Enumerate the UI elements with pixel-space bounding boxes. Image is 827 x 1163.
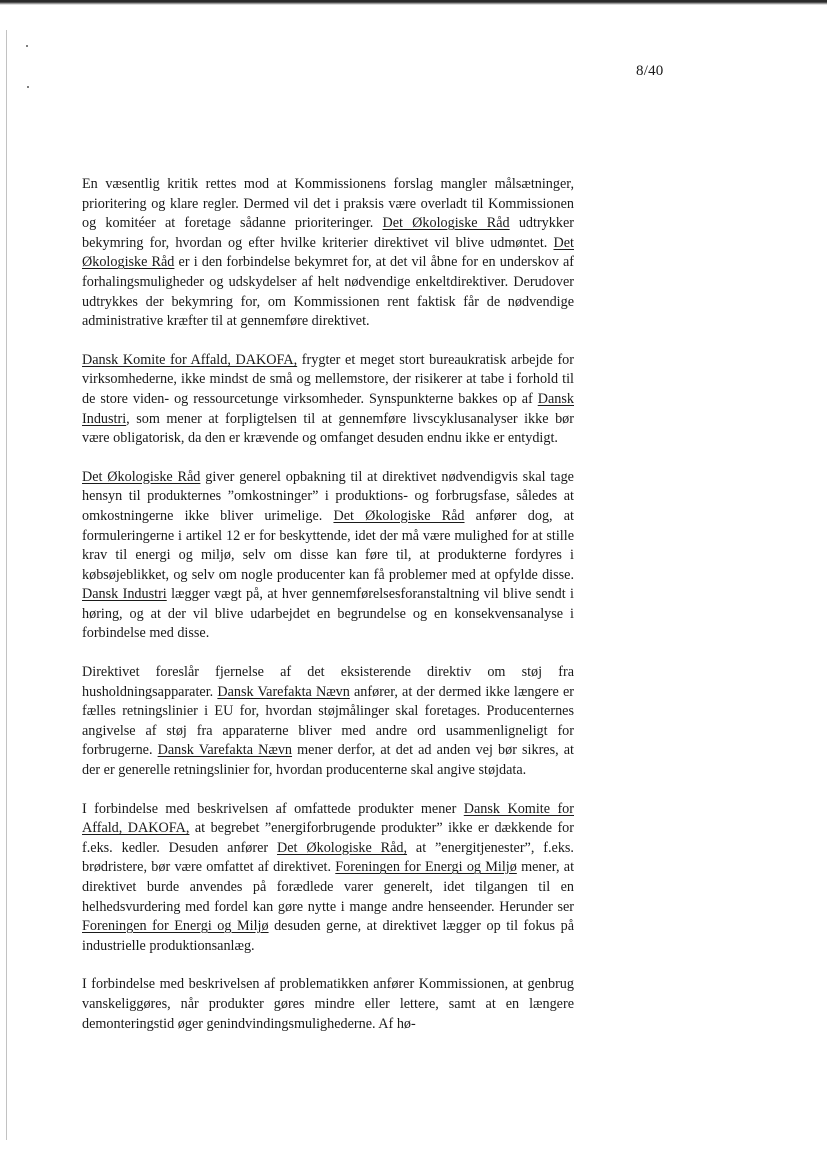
paragraph <box>82 351 574 449</box>
paragraph-text: Direktivet foreslår fjernelse af det eksisterende direktiv om støj fra husholdningsapparater. <box>82 664 574 700</box>
document-body <box>82 175 574 1053</box>
organization-reference: Det Økologiske Råd <box>382 215 510 232</box>
organization-reference: Det Økologiske Råd, <box>277 839 408 856</box>
organization-reference: Dansk Industri <box>82 390 574 427</box>
paragraph-text: , som mener at forpligtelsen til at gennemføre livscyklusanalyser ikke bør være obligatorisk, da den er krævende og omfanget desuden endnu ikke er entydigt. <box>82 410 574 447</box>
scan-left-edge <box>6 30 7 1140</box>
paragraph <box>82 975 574 1034</box>
organization-reference: Dansk Industri <box>82 586 167 603</box>
organization-reference: Foreningen for Energi og Miljø <box>335 859 517 876</box>
organization-reference: Dansk Komite for Affald, DAKOFA, <box>82 351 298 368</box>
paragraph-text: er i den forbindelse bekymret for, at det vil åbne for en underskov af forhalingsmuligheder og udskydelser af helt nødvendige enkeltdirektiver. Derudover udtrykkes der bekymring for, om Kommissionen rent faktisk får de nødvendige administrative kræfter til at gennemføre direktivet. <box>82 254 574 330</box>
paragraph-text: giver generel opbakning til at direktivet nødvendigvis skal tage hensyn til produkternes ”omkostninger” i produktions- og forbrugsfase, således at omkostningerne ikke bliver urimelige. <box>82 468 574 524</box>
organization-reference: Det Økologiske Råd <box>82 468 201 485</box>
scan-speck <box>26 45 28 47</box>
paragraph-text: at begrebet ”energiforbrugende produkter” ikke er dækkende for f.eks. kedler. Desuden anfører <box>82 820 574 856</box>
paragraph <box>82 468 574 644</box>
paragraph <box>82 663 574 781</box>
paragraph-text: mener derfor, at det ad anden vej bør sikres, at der er generelle retningslinier for, hvordan producenterne skal angive støjdata. <box>82 742 574 779</box>
paragraph-text: udtrykker bekymring for, hvordan og efter hvilke kriterier direktivet vil blive udmøntet. <box>82 215 574 251</box>
organization-reference: Foreningen for Energi og Miljø <box>82 918 269 935</box>
paragraph-text: desuden gerne, at direktivet lægger op til fokus på industrielle produktionsanlæg. <box>82 918 574 954</box>
paragraph-text: at ”energitjenester”, f.eks. brødristere, bør være omfattet af direktivet. <box>82 839 574 876</box>
organization-reference: Dansk Varefakta Nævn <box>217 683 350 700</box>
paragraph <box>82 175 574 332</box>
paragraph <box>82 800 574 957</box>
organization-reference: Dansk Komite for Affald, DAKOFA, <box>82 800 574 837</box>
organization-reference: Dansk Varefakta Nævn <box>157 742 293 759</box>
paragraph-text: I forbindelse med beskrivelsen af problematikken anfører Kommissionen, at genbrug vanskeliggøres, når produkter gøres mindre eller lettere, samt at en længere demonteringstid øger genindvindingsmulighederne. Af hø- <box>82 976 574 1032</box>
organization-reference: Det Økologiske Råd <box>333 507 465 524</box>
paragraph-text: anfører dog, at formuleringerne i artikel 12 er for beskyttende, idet der må være mulighed for at stille krav til energi og miljø, selv om disse kan føre til, at produkterne fordyres i købsøjeblikket, og selv om nogle producenter kan få problemer med at opfylde disse. <box>82 507 574 583</box>
paragraph-text: I forbindelse med beskrivelsen af omfattede produkter mener <box>82 800 464 817</box>
paragraph-text: anfører, at der dermed ikke længere er fælles retningslinier i EU for, hvordan støjmålinger skal foretages. Producenternes angivelse af støj fra apparaterne bliver med andre ord usammenligneligt for forbrugerne. <box>82 683 574 759</box>
page-number: 8/40 <box>636 63 664 79</box>
paragraph-text: frygter et meget stort bureaukratisk arbejde for virksomhederne, ikke mindst de små og mellemstore, der risikerer at tabe i forhold til de store viden- og ressourcetunge virksomheder. Synspunkterne bakkes op af <box>82 351 574 407</box>
organization-reference: Det Økologiske Råd <box>82 234 574 271</box>
paragraph-text: En væsentlig kritik rettes mod at Kommissionens forslag mangler målsætninger, prioritering og klare regler. Dermed vil det i praksis være overladt til Kommissionen og komitéer at foretage sådanne prioriteringer. <box>82 176 574 232</box>
paragraph-text: mener, at direktivet burde anvendes på forædlede varer generelt, idet tilgangen til en helhedsvurdering med fordel kan gøre nytte i mange andre henseender. Herunder ser <box>82 859 575 915</box>
paragraph-text: lægger vægt på, at hver gennemførelsesforanstaltning vil blive sendt i høring, og at der vil blive udarbejdet en begrundelse og en konsekvensanalyse i forbindelse med disse. <box>82 586 574 642</box>
scan-speck <box>27 86 29 88</box>
scan-top-border <box>0 0 827 5</box>
